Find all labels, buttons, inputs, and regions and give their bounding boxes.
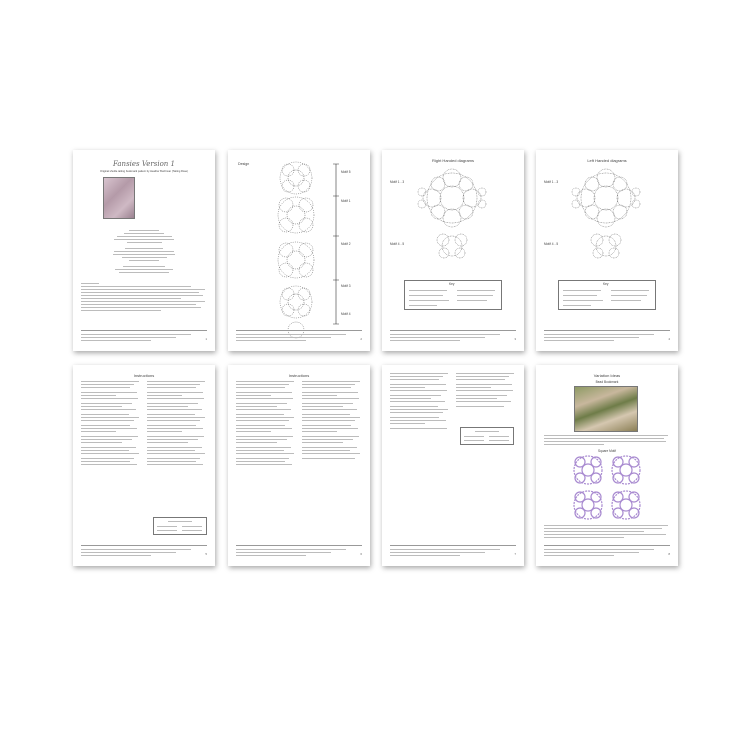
text-line	[456, 401, 511, 402]
text-line	[81, 439, 132, 440]
text-line	[390, 406, 438, 407]
text-line	[236, 461, 285, 462]
diagram-label: Motif 4 - 5	[390, 242, 405, 246]
text-line	[147, 395, 182, 396]
text-line	[302, 409, 357, 410]
page-number: 8	[668, 552, 670, 556]
footer-text	[544, 334, 654, 341]
footer-rule	[544, 330, 670, 331]
text-line	[390, 417, 439, 418]
text-line	[81, 458, 134, 459]
instruction-column-left	[390, 373, 448, 566]
text-line	[390, 379, 439, 380]
text-line	[81, 414, 129, 415]
text-line	[302, 403, 353, 404]
text-line	[302, 439, 353, 440]
text-line	[147, 439, 198, 440]
page-number: 3	[514, 337, 516, 341]
text-line	[456, 387, 491, 388]
text-line	[81, 453, 139, 454]
text-line	[81, 420, 134, 421]
motif-label: Motif 2	[341, 242, 351, 246]
page-number: 5	[205, 552, 207, 556]
instruction-column-left	[81, 381, 139, 566]
text-line	[456, 376, 509, 377]
text-line	[456, 373, 514, 374]
footer-rule	[81, 545, 207, 546]
text-line	[81, 387, 130, 388]
text-line	[147, 453, 205, 454]
text-line	[236, 381, 294, 382]
page-left-handed-diagrams[interactable]	[536, 150, 678, 351]
text-line	[236, 403, 287, 404]
text-line	[236, 417, 294, 418]
text-line	[302, 417, 360, 418]
text-line	[236, 387, 285, 388]
diagram-label: Motif 4 - 5	[544, 242, 559, 246]
text-line	[147, 450, 195, 451]
cover-photo	[103, 177, 135, 219]
text-line	[302, 447, 357, 448]
page-instructions-2[interactable]	[228, 365, 370, 566]
text-line	[147, 392, 203, 393]
text-line	[81, 398, 138, 399]
text-line	[390, 387, 425, 388]
page-title: Instructions	[288, 373, 310, 378]
photo-caption: Square Motif	[597, 449, 617, 453]
motif-label: Motif 5	[341, 170, 351, 174]
footer-rule	[390, 545, 516, 546]
text-line	[236, 398, 293, 399]
text-line	[147, 387, 196, 388]
text-line	[390, 376, 443, 377]
text-line	[147, 458, 200, 459]
instruction-column-left	[236, 381, 294, 566]
text-line	[236, 425, 285, 426]
page-title: Fansies Version 1	[113, 160, 175, 168]
instruction-column-right	[147, 381, 205, 566]
diagram-label: Motif 1 - 3	[390, 180, 405, 184]
text-line	[302, 458, 355, 459]
text-line	[147, 436, 204, 437]
text-line	[236, 406, 277, 407]
page-instructions-3[interactable]	[382, 365, 524, 566]
footer-rule	[81, 330, 207, 331]
footer-rule	[236, 545, 362, 546]
text-line	[147, 384, 200, 385]
footer-rule	[544, 545, 670, 546]
text-line	[236, 392, 292, 393]
page-title: Design	[238, 162, 250, 166]
text-line	[236, 414, 284, 415]
footer-text	[544, 549, 654, 556]
text-line	[390, 409, 448, 410]
text-line	[302, 387, 351, 388]
page-number: 6	[360, 552, 362, 556]
text-line	[147, 403, 198, 404]
design-drawing	[228, 150, 370, 351]
text-line	[236, 439, 287, 440]
footer-text	[81, 334, 191, 341]
page-title: Left Handed diagrams	[587, 158, 627, 163]
text-line	[390, 398, 431, 399]
page-right-handed-diagrams[interactable]	[382, 150, 524, 351]
text-line	[236, 395, 271, 396]
text-line	[236, 436, 293, 437]
instruction-column-right	[456, 373, 514, 566]
text-line	[147, 414, 195, 415]
footer-rule	[236, 330, 362, 331]
text-line	[456, 379, 505, 380]
text-line	[147, 409, 202, 410]
text-line	[81, 464, 137, 465]
text-line	[302, 431, 337, 432]
text-line	[147, 381, 205, 382]
text-line	[302, 395, 337, 396]
text-line	[456, 398, 497, 399]
text-line	[236, 447, 291, 448]
text-line	[81, 381, 139, 382]
footer-text	[81, 549, 191, 556]
text-line	[81, 403, 132, 404]
text-line	[81, 461, 130, 462]
text-line	[236, 420, 289, 421]
text-line	[236, 384, 289, 385]
text-line	[302, 425, 351, 426]
text-line	[236, 464, 292, 465]
text-line	[147, 406, 188, 407]
text-line	[390, 384, 446, 385]
text-line	[236, 428, 292, 429]
motif-label: Motif 3	[341, 284, 351, 288]
text-line	[390, 420, 446, 421]
text-line	[147, 428, 203, 429]
text-line	[390, 423, 425, 424]
text-line	[236, 442, 277, 443]
footer-rule	[390, 330, 516, 331]
text-line	[147, 398, 204, 399]
page-variation-ideas[interactable]	[536, 365, 678, 566]
text-line	[302, 406, 343, 407]
motif-label: Motif 4	[341, 312, 351, 316]
text-line	[81, 406, 122, 407]
page-design[interactable]	[228, 150, 370, 351]
page-title: Instructions	[133, 373, 155, 378]
text-line	[81, 436, 138, 437]
text-line	[302, 384, 355, 385]
text-line	[81, 431, 116, 432]
text-line	[302, 381, 360, 382]
instruction-column-right	[302, 381, 360, 566]
text-line	[236, 450, 284, 451]
diagram-key: Key	[404, 280, 502, 310]
text-line	[81, 417, 139, 418]
text-line	[81, 395, 116, 396]
page-number: 7	[514, 552, 516, 556]
text-line	[456, 390, 513, 391]
text-line	[147, 464, 203, 465]
page-number: 2	[360, 337, 362, 341]
section-heading: Bead Bookmark	[595, 380, 619, 384]
text-line	[390, 401, 445, 402]
text-line	[456, 384, 512, 385]
text-line	[456, 395, 507, 396]
footer-text	[390, 334, 500, 341]
page-subtitle: Original shuttle tatting bookmark pattern by Heather Buchman (Tatting Rose)	[100, 170, 188, 173]
diagram-key: Key	[558, 280, 656, 310]
abbreviation-table	[153, 517, 207, 535]
text-line	[390, 412, 443, 413]
text-line	[81, 450, 129, 451]
text-line	[81, 409, 136, 410]
text-line	[390, 395, 441, 396]
text-line	[81, 428, 137, 429]
variation-text-2	[544, 525, 670, 538]
diagram-label: Motif 1 - 3	[544, 180, 559, 184]
text-line	[81, 425, 130, 426]
text-line	[147, 425, 196, 426]
text-line	[302, 428, 358, 429]
text-line	[147, 447, 202, 448]
motif-label: Motif 1	[341, 199, 351, 203]
text-line	[302, 420, 355, 421]
page-number: 4	[668, 337, 670, 341]
text-line	[236, 409, 291, 410]
text-line	[81, 384, 134, 385]
text-line	[302, 453, 360, 454]
cover-notes	[81, 283, 207, 313]
text-line	[456, 406, 504, 407]
abbreviation-table	[460, 427, 514, 445]
text-line	[302, 398, 359, 399]
text-line	[81, 442, 122, 443]
text-line	[81, 447, 136, 448]
footer-text	[390, 549, 500, 556]
text-line	[81, 392, 137, 393]
text-line	[302, 450, 350, 451]
text-line	[236, 458, 289, 459]
text-line	[390, 428, 447, 429]
page-title: Right Handed diagrams	[431, 158, 475, 163]
text-line	[302, 392, 358, 393]
page-instructions-1[interactable]	[73, 365, 215, 566]
page-number: 1	[205, 337, 207, 341]
page-title: Variation Ideas	[593, 373, 621, 378]
text-line	[147, 461, 196, 462]
page-cover[interactable]	[73, 150, 215, 351]
text-line	[147, 442, 188, 443]
text-line	[236, 431, 271, 432]
footer-text	[236, 549, 346, 556]
text-line	[147, 431, 182, 432]
text-line	[302, 436, 359, 437]
text-line	[236, 453, 294, 454]
footer-text	[236, 334, 346, 341]
text-line	[390, 390, 447, 391]
text-line	[390, 373, 448, 374]
text-line	[302, 442, 343, 443]
text-line	[147, 420, 200, 421]
text-line	[302, 414, 350, 415]
text-line	[147, 417, 205, 418]
